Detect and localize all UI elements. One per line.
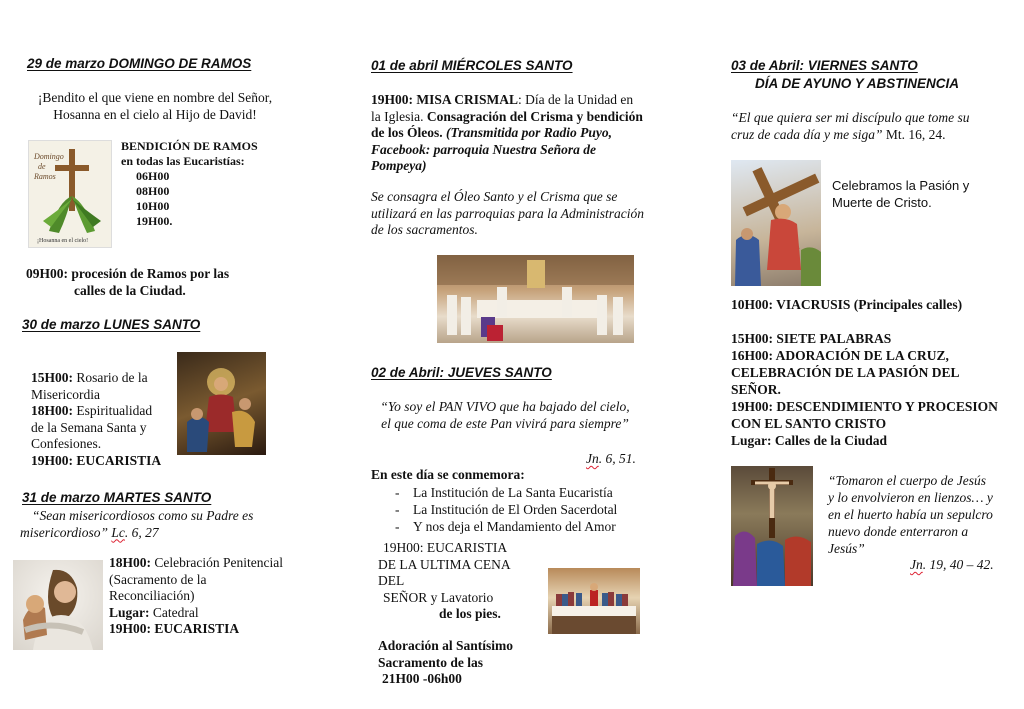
procesion-text xyxy=(26,266,229,299)
misa-bold: Consagración del Crisma y bendición de los Óleos. xyxy=(371,108,643,140)
bendicion-time: 06H00 xyxy=(136,169,170,183)
conmemora-label: En este día se conmemora: xyxy=(371,467,525,482)
lunes-schedule xyxy=(31,370,181,469)
bible-reference-rest: . 19, 40 – 42. xyxy=(922,557,994,572)
bible-reference: Mt. 16, 24. xyxy=(882,126,946,142)
heading-jueves-santo: 02 de Abril: JUEVES SANTO xyxy=(371,365,552,380)
adoracion-line: Adoración al Santísimo xyxy=(378,638,514,653)
time-label: 15H00: xyxy=(31,370,73,385)
celebramos-text: Celebramos la Pasión y Muerte de Cristo. xyxy=(832,178,970,210)
bible-reference: Jn xyxy=(586,451,599,466)
procesion-line: 09H00: procesión de Ramos por las xyxy=(26,266,230,281)
event-item: Lugar: Calles de la Ciudad xyxy=(731,433,888,448)
bendicion-time: 19H00. xyxy=(136,214,173,228)
cena-line: SEÑOR y Lavatorio xyxy=(383,589,494,605)
bible-reference: Lc xyxy=(111,524,125,540)
consagra-text: Se consagra el Óleo Santo y el Crisma que se utilizará en las parroquias para la Administración de los sacramentos. xyxy=(371,189,645,237)
quote-line: misericordioso” xyxy=(20,524,109,540)
viernes-quote-2: “Tomaron el cuerpo de Jesús y lo envolvieron en lienzos… y en el huerto había un sepulcro nuevo donde enterraron a Jesús” xyxy=(828,473,993,556)
event-item: 19H00: DESCENDIMIENTO Y PROCESION CON EL SANTO CRISTO xyxy=(731,399,998,431)
viernes-quote xyxy=(731,110,996,143)
bible-reference-rest: . 6, 51. xyxy=(598,451,636,466)
event-item: 15H00: SIETE PALABRAS xyxy=(731,331,892,346)
martes-santo-image xyxy=(13,560,103,650)
event-text: de la Semana Santa y xyxy=(31,419,147,435)
heading-viernes-santo: 03 de Abril: VIERNES SANTO xyxy=(731,58,918,73)
greeting-line: Hosanna en el cielo al Hijo de David! xyxy=(53,106,257,122)
event-text: Espiritualidad xyxy=(73,403,153,418)
misa-transmision: (Transmitida por Radio Puyo, Facebook: parroquia Nuestra Señora de Pompeya) xyxy=(371,125,613,173)
martes-schedule xyxy=(109,555,309,638)
list-item: - La Institución de La Santa Eucaristía xyxy=(393,484,653,501)
viernes-events xyxy=(731,330,1006,449)
bendicion-time: 08H00 xyxy=(136,184,170,198)
ramos-image-title: de xyxy=(38,162,46,171)
conmemora-list xyxy=(393,484,653,535)
adoracion-text xyxy=(378,638,513,688)
cena-line: DE LA ULTIMA CENA xyxy=(378,556,511,572)
jueves-reference xyxy=(586,451,636,467)
greeting-text xyxy=(20,90,290,123)
cena-line: DEL xyxy=(378,573,405,588)
event-text: Reconciliación) xyxy=(109,588,195,603)
cena-text xyxy=(378,540,511,623)
event-text: Misericordia xyxy=(31,386,100,402)
jueves-quote: “Yo soy el PAN VIVO que ha bajado del cielo, el que coma de este Pan vivirá para siempre” xyxy=(380,399,630,431)
greeting-line: ¡Bendito el que viene en nombre del Señor, xyxy=(37,90,273,105)
place-label: Lugar: xyxy=(109,604,150,620)
cena-line: 19H00: EUCARISTIA xyxy=(383,540,508,555)
event-text: Catedral xyxy=(149,604,199,620)
cena-line: de los pies. xyxy=(439,606,501,621)
list-item: - Y nos deja el Mandamiento del Amor xyxy=(393,518,653,535)
quote-line: “Sean misericordiosos como su Padre es xyxy=(32,508,254,523)
time-label: 18H00: xyxy=(109,555,151,570)
viernes-reference-2 xyxy=(910,557,994,573)
bendicion-title: BENDICIÓN DE RAMOS xyxy=(121,139,258,153)
adoracion-line: 21H00 -06h00 xyxy=(382,671,462,686)
bendicion-subtitle: en todas las Eucaristías: xyxy=(121,154,245,168)
viernes-santo-image xyxy=(731,160,821,286)
adoracion-line: Sacramento de las xyxy=(378,654,483,670)
event-text: Confesiones. xyxy=(31,436,102,451)
heading-martes-santo: 31 de marzo MARTES SANTO xyxy=(22,490,212,505)
misa-crismal-text xyxy=(371,92,646,175)
ramos-image-caption: ¡Hosanna en el cielo! xyxy=(37,238,89,244)
miercoles-santo-image xyxy=(437,255,634,343)
bendicion-time: 10H00 xyxy=(136,199,170,213)
heading-miercoles-santo: 01 de abril MIÉRCOLES SANTO xyxy=(371,58,573,73)
time-label: 18H00: xyxy=(31,403,73,418)
martes-quote xyxy=(20,508,295,541)
domingo-ramos-image xyxy=(28,140,112,248)
quote-text: “El que quiera ser mi discípulo que tome su cruz de cada día y me siga” xyxy=(731,110,970,142)
lunes-santo-image xyxy=(177,352,266,455)
bendicion-block xyxy=(121,139,258,229)
viacrucis-text: 10H00: VIACRUSIS (Principales calles) xyxy=(731,297,963,312)
misa-label: 19H00: MISA CRISMAL xyxy=(371,92,519,107)
event-text: Rosario de la xyxy=(73,370,148,385)
bible-reference: Jn xyxy=(910,557,923,572)
bible-reference-rest: . 6, 27 xyxy=(124,524,159,540)
list-item: - La Institución de El Orden Sacerdotal xyxy=(393,501,653,518)
ramos-image-title: Domingo xyxy=(34,152,64,161)
heading-domingo-ramos: 29 de marzo DOMINGO DE RAMOS xyxy=(27,56,252,71)
event-text: (Sacramento de la xyxy=(109,571,207,587)
event-text: Celebración Penitencial xyxy=(151,555,283,570)
misa-desc: : Día de la Unidad en la Iglesia. xyxy=(371,92,634,124)
event-item: 16H00: ADORACIÓN DE LA CRUZ, CELEBRACIÓN DE LA PASIÓN DEL SEÑOR. xyxy=(731,348,959,397)
time-label: 19H00: EUCARISTIA xyxy=(31,452,162,468)
ultima-cena-image xyxy=(548,568,640,634)
time-label: 19H00: EUCARISTIA xyxy=(109,621,240,636)
ramos-image-title: Ramos xyxy=(34,172,56,181)
heading-lunes-santo: 30 de marzo LUNES SANTO xyxy=(22,317,201,332)
crucifixion-image xyxy=(731,466,813,586)
ayuno-subheading: DÍA DE AYUNO Y ABSTINENCIA xyxy=(755,76,960,91)
procesion-line: calles de la Ciudad. xyxy=(74,282,186,298)
